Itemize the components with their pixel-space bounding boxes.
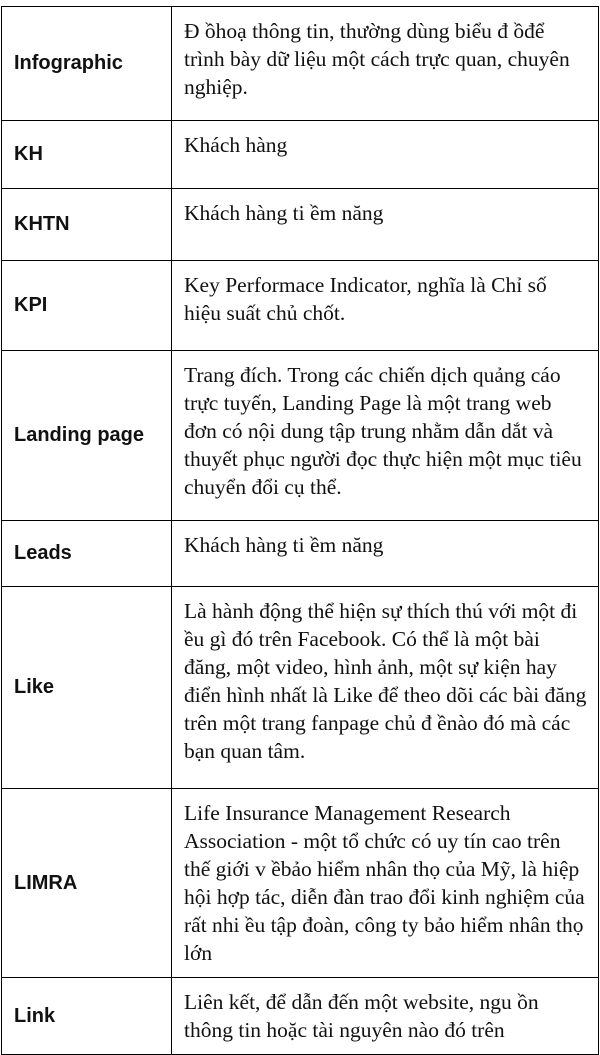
definition-cell: Trang đích. Trong các chiến dịch quảng cáo trực tuyến, Landing Page là một trang web đơn có nội dung tập trung nhằm dẫn dắt và thuyết phục người đọc thực hiện một mục tiêu chuyển đổi cụ thể. <box>172 351 599 521</box>
definition-cell: Khách hàng ti ềm năng <box>172 189 599 261</box>
definition-cell: Life Insurance Management Research Association - một tổ chức có uy tín cao trên thế giới v ềbảo hiểm nhân thọ của Mỹ, là hiệp hội hợp tác, diễn đàn trao đổi kinh nghiệm của rất nhi ều tập đoàn, công ty bảo hiểm nhân thọ lớn <box>172 789 599 978</box>
table-row <box>2 521 599 587</box>
term-cell: Landing page <box>2 351 172 521</box>
definition-cell: Là hành động thể hiện sự thích thú với một đi ều gì đó trên Facebook. Có thể là một bài đăng, một video, hình ảnh, một sự kiện hay điển hình nhất là Like để theo dõi các bài đăng trên một trang fanpage chủ đ ềnào đó mà các bạn quan tâm. <box>172 587 599 789</box>
table-row <box>2 7 599 121</box>
definition-cell: Liên kết, để dẫn đến một website, ngu ồn thông tin hoặc tài nguyên nào đó trên <box>172 978 599 1055</box>
term-cell: Infographic <box>2 7 172 121</box>
term-cell: Leads <box>2 521 172 587</box>
term-cell: Link <box>2 978 172 1055</box>
definition-cell: Key Performace Indicator, nghĩa là Chỉ số hiệu suất chủ chốt. <box>172 261 599 351</box>
definition-cell: Khách hàng <box>172 121 599 189</box>
term-cell: LIMRA <box>2 789 172 978</box>
definition-cell: Đ ồhoạ thông tin, thường dùng biểu đ ồđể trình bày dữ liệu một cách trực quan, chuyên nghiệp. <box>172 7 599 121</box>
term-cell: KHTN <box>2 189 172 261</box>
term-cell: KPI <box>2 261 172 351</box>
glossary-table <box>1 6 599 1055</box>
table-row <box>2 587 599 789</box>
table-row <box>2 261 599 351</box>
term-cell: Like <box>2 587 172 789</box>
table-row <box>2 189 599 261</box>
table-row <box>2 121 599 189</box>
table-row <box>2 978 599 1055</box>
term-cell: KH <box>2 121 172 189</box>
table-row <box>2 789 599 978</box>
table-row <box>2 351 599 521</box>
definition-cell: Khách hàng ti ềm năng <box>172 521 599 587</box>
